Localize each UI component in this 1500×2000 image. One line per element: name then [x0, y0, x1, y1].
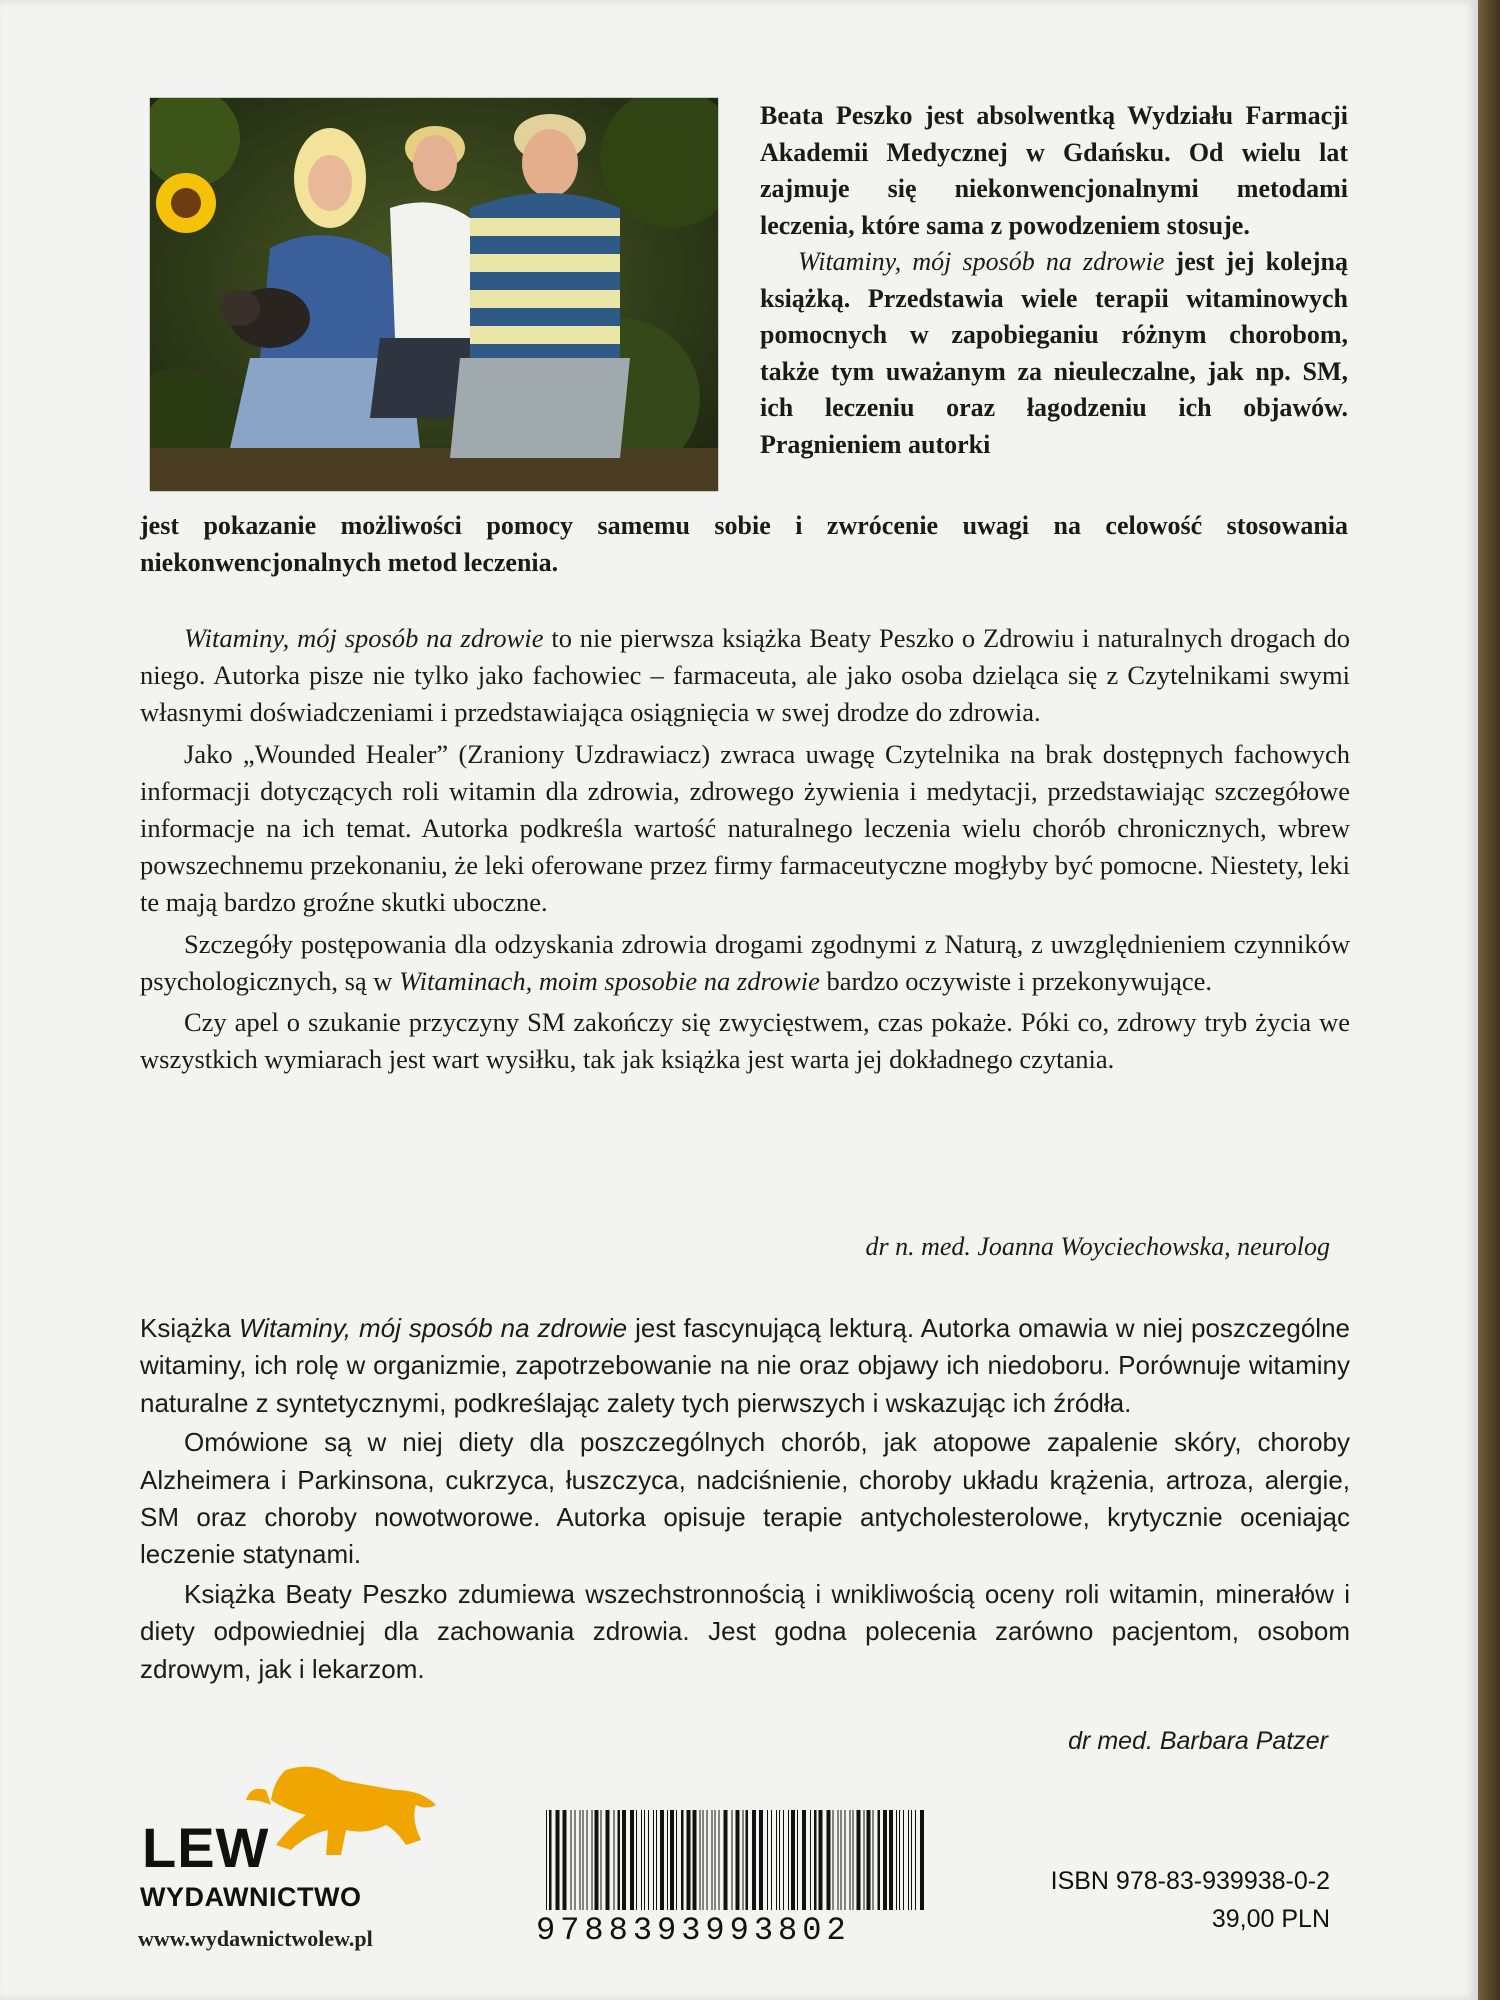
barcode-bar [676, 1810, 677, 1910]
barcode-bar [703, 1810, 704, 1910]
barcode-bar [614, 1810, 615, 1910]
barcode-bar [724, 1810, 728, 1910]
barcode-bar [670, 1810, 674, 1910]
review-woyciechowska [140, 620, 1350, 1082]
review1-paragraph-2: Jako „Wounded Healer” (Zraniony Uzdrawiacz) zwraca uwagę Czytelnika na brak dostępnych fachowych informacji dotyczących roli witamin dla zdrowia, zdrowego żywienia i medytacji, przedstawiając szczegółowe informacje na ich temat. Autorka podkreśla wartość naturalnego leczenia wielu chorób chronicznych, wbrew powszechnemu przekonaniu, że leki oferowane przez firmy farmaceutyczne mogłyby być pomocne. Niestety, leki te mają bardzo groźne skutki uboczne. [140, 738, 1350, 918]
barcode-bar [746, 1810, 749, 1910]
barcode-bar [779, 1810, 780, 1910]
barcode-bar [908, 1810, 909, 1910]
barcode-bar [802, 1810, 806, 1910]
intro-paragraph-2-text: jest jej kolejną książką. Przedstawia wiele terapii witaminowych pomocnych w zapobieganiu różnym chorobom, także tym uważanym za nieuleczalne, jak np. SM, ich leczeniu oraz łagodzeniu ich objawów. Pragnieniem autorki [760, 247, 1348, 459]
barcode-bar [681, 1810, 684, 1910]
isbn-barcode [536, 1810, 936, 1960]
intro-paragraph-2-tail: jest pokazanie możliwości pomocy samemu sobie i zwrócenie uwagi na celowość stosowania niekonwencjonalnych metod leczenia. [140, 511, 1348, 577]
barcode-bar [719, 1810, 720, 1910]
review2-paragraph-1-text-a: Książka [140, 1313, 240, 1343]
barcode-bar [556, 1810, 560, 1910]
lion-icon [246, 1760, 446, 1870]
review1-paragraph-1 [140, 620, 1350, 732]
barcode-bar [889, 1810, 893, 1910]
barcode-bar [687, 1810, 691, 1910]
barcode-digits: 9788393993802 [536, 1912, 851, 1949]
barcode-bar [700, 1810, 701, 1910]
barcode-bar [911, 1810, 912, 1910]
barcode-bar [653, 1810, 654, 1910]
barcode-bar [606, 1810, 610, 1910]
review2-paragraph-1-text-b: jest fascynującą lekturą. Autorka omawia w niej poszczególne witaminy, ich rolę w organizmie, zapotrzebowanie na nie oraz objawy ich niedoboru. Porównuje witaminy naturalne z syntetycznymi, podkreślając zalety tych pierwszych i wskazując ich źródła. [140, 1313, 1350, 1418]
barcode-bar [648, 1810, 649, 1910]
review2-signature: dr med. Barbara Patzer [1068, 1727, 1328, 1755]
review1-paragraph-3 [140, 926, 1350, 1000]
barcode-bar [630, 1810, 634, 1910]
barcode-bar [736, 1810, 740, 1910]
author-intro [760, 98, 1348, 463]
publisher-url: www.wydawnictwolew.pl [138, 1926, 373, 1951]
barcode-bar [838, 1810, 839, 1910]
barcode-bar [667, 1810, 668, 1910]
barcode-bar [814, 1810, 817, 1910]
barcode-bar [752, 1810, 756, 1910]
barcode-bar [833, 1810, 834, 1910]
review1-paragraph-3-text-a: Szczegóły postępowania dla odzyskania zdrowia drogami zgodnymi z Naturą, z uwzględnieniem czynników psychologicznych, są w [140, 928, 1350, 996]
barcode-bar [857, 1810, 861, 1910]
barcode-bars [536, 1810, 936, 1910]
review-patzer [140, 1310, 1350, 1690]
barcode-bar [776, 1810, 777, 1910]
barcode-bar [583, 1810, 584, 1910]
isbn-number: ISBN 978-83-939938-0-2 [1050, 1867, 1330, 1895]
barcode-bar [715, 1810, 716, 1910]
barcode-bar [827, 1810, 831, 1910]
barcode-bar [656, 1810, 657, 1910]
review1-paragraph-1-text: to nie pierwsza książka Beaty Peszko o Zdrowiu i naturalnych drogach do niego. Autorka pisze nie tylko jako fachowiec – farmaceuta, ale jako osoba dzieląca się z Czytelnikami swymi własnymi doświadczeniami i przedstawiająca osiągnięcia w swej drodze do zdrowia. [140, 623, 1350, 728]
barcode-bar [841, 1810, 842, 1910]
barcode-bar [732, 1810, 733, 1910]
barcode-bar [878, 1810, 881, 1910]
barcode-bar [743, 1810, 744, 1910]
book-title: Witaminy, mój sposób na zdrowie [184, 623, 544, 653]
price: 39,00 PLN [1211, 1905, 1330, 1933]
barcode-bar [903, 1810, 904, 1910]
barcode-bar [853, 1810, 854, 1910]
isbn-block [1051, 1862, 1330, 1938]
publisher-logo [138, 1760, 458, 1960]
barcode-bar [693, 1810, 697, 1910]
book-title: Witaminy, mój sposób na zdrowie [798, 247, 1165, 276]
publisher-name: LEW [142, 1816, 270, 1879]
review2-paragraph-1 [140, 1310, 1350, 1422]
barcode-bar [899, 1810, 900, 1910]
barcode-bar [601, 1810, 602, 1910]
book-title: Witaminach, moim sposobie na zdrowie [399, 965, 820, 996]
barcode-bar [883, 1810, 887, 1910]
barcode-bar [707, 1810, 708, 1910]
barcode-bar [759, 1810, 763, 1910]
review2-paragraph-2: Omówione są w niej diety dla poszczególnych chorób, jak atopowe zapalenie skóry, choroby Alzheimera i Parkinsona, cukrzyca, łuszczyca, nadciśnienie, choroby układu krążenia, artroza, alergie, SM oraz choroby nowotworowe. Autorka opisuje terapie antycholesterolowe, krytycznie oceniając leczenie statynami. [140, 1427, 1350, 1570]
barcode-bar [618, 1810, 621, 1910]
barcode-bar [712, 1810, 713, 1910]
barcode-bar [867, 1810, 871, 1910]
barcode-bar [791, 1810, 795, 1910]
barcode-bar [819, 1810, 823, 1910]
barcode-bar [571, 1810, 572, 1910]
publisher-subtitle: WYDAWNICTWO [140, 1882, 362, 1912]
book-title: Witaminy, mój sposób na zdrowie [239, 1313, 628, 1343]
barcode-bar [920, 1810, 924, 1910]
barcode-bar [575, 1810, 576, 1910]
barcode-bar [864, 1810, 865, 1910]
barcode-bar [797, 1810, 798, 1910]
barcode-bar [622, 1810, 626, 1910]
barcode-bar [587, 1810, 588, 1910]
review1-paragraph-3-text-b: bardzo oczywiste i przekonywujące. [819, 965, 1213, 996]
barcode-bar [644, 1810, 645, 1910]
intro-paragraph-1: Beata Peszko jest absolwentką Wydziału Farmacji Akademii Medycznej w Gdańsku. Od wielu lat zajmuje się niekonwencjonalnymi metodami leczenia, które sama z powodzeniem stosuje. [760, 101, 1348, 240]
barcode-bar [580, 1810, 581, 1910]
barcode-bar [771, 1810, 772, 1910]
barcode-bar [915, 1810, 916, 1910]
barcode-bar [767, 1810, 768, 1910]
intro-paragraph-2 [760, 244, 1348, 463]
barcode-bar [850, 1810, 851, 1910]
review1-signature: dr n. med. Joanna Woyciechowska, neurolog [865, 1232, 1330, 1261]
barcode-bar [549, 1810, 552, 1910]
barcode-bar [783, 1810, 784, 1910]
barcode-bar [845, 1810, 846, 1910]
barcode-bar [592, 1810, 593, 1910]
barcode-bar [810, 1810, 811, 1910]
barcode-bar [873, 1810, 874, 1910]
review2-paragraph-3: Książka Beaty Peszko zdumiewa wszechstronnością i wnikliwością oceny roli witamin, minerałów i diety odpowiedniej dla zachowania zdrowia. Jest godna polecenia zarówno pacjentom, osobom zdrowym, jak i lekarzom. [140, 1578, 1350, 1684]
barcode-bar [563, 1810, 567, 1910]
barcode-bar [660, 1810, 664, 1910]
barcode-bar [636, 1810, 637, 1910]
barcode-bar [896, 1810, 897, 1910]
barcode-bar [641, 1810, 642, 1910]
barcode-bar [546, 1810, 547, 1910]
barcode-bar [788, 1810, 789, 1910]
author-photo [150, 98, 718, 491]
barcode-bar [595, 1810, 599, 1910]
review1-paragraph-4: Czy apel o szukanie przyczyny SM zakończy się zwycięstwem, czas pokaże. Póki co, zdrowy tryb życia we wszystkich wymiarach jest wart wysiłku, tak jak książka jest warta jej dokładnego czytania. [140, 1007, 1350, 1075]
